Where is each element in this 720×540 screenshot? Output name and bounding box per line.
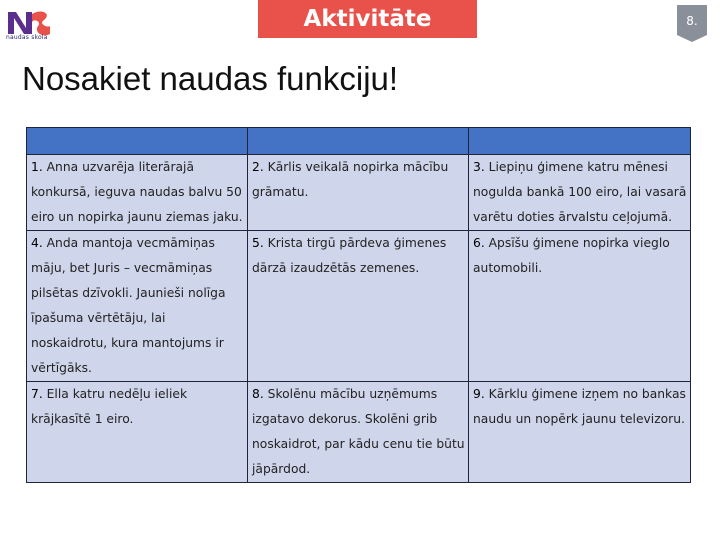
- table-header-cell: [27, 128, 248, 155]
- item-number: 1.: [31, 160, 43, 174]
- page-number-badge: [677, 5, 707, 42]
- table-cell: [248, 155, 469, 231]
- item-text: Anna uzvarēja literārajā konkursā, ieguva naudas balvu 50 eiro un nopirka jaunu ziemas jaku.: [31, 160, 243, 224]
- page-number: 8.: [686, 14, 698, 28]
- table-header-cell: [469, 128, 691, 155]
- task-table: [26, 127, 691, 483]
- item-number: 6.: [473, 236, 485, 250]
- table-cell: [469, 155, 691, 231]
- page-title: Nosakiet naudas funkciju!: [22, 60, 399, 97]
- table-row: [27, 231, 691, 382]
- item-text: Kārlis veikalā nopirka mācību grāmatu.: [252, 160, 449, 199]
- table-cell: [27, 382, 248, 483]
- item-number: 9.: [473, 387, 485, 401]
- item-text: Apsīšu ģimene nopirka vieglo automobili.: [473, 236, 670, 275]
- item-number: 4.: [31, 236, 43, 250]
- item-number: 8.: [252, 387, 264, 401]
- item-text: Liepiņu ģimene katru mēnesi noguldа bankā 100 eiro, lai vasarā varētu doties ārvalstu ceļojumā.: [473, 160, 687, 224]
- item-text: Kārklu ģimene izņem no bankas naudu un nopērk jaunu televizoru.: [473, 387, 686, 426]
- table-cell: [27, 231, 248, 382]
- item-number: 3.: [473, 160, 485, 174]
- table-row: [27, 382, 691, 483]
- table-cell: [469, 382, 691, 483]
- table-header-row: [27, 128, 691, 155]
- table-cell: [469, 231, 691, 382]
- table-row: [27, 155, 691, 231]
- table-cell: [248, 231, 469, 382]
- table-header-cell: [248, 128, 469, 155]
- item-number: 5.: [252, 236, 264, 250]
- item-text: Krista tirgū pārdeva ģimenes dārzā izaudzētās zemenes.: [252, 236, 447, 275]
- item-text: Skolēnu mācību uzņēmums izgatavo dekorus. Skolēni grib noskaidrot, par kādu cenu tie būtu jāpārdod.: [252, 387, 465, 476]
- activity-banner: Aktivitāte: [258, 0, 477, 38]
- table-cell: [248, 382, 469, 483]
- item-text: Ella katru nedēļu ieliek krājkasītē 1 eiro.: [31, 387, 188, 426]
- logo-text: naudas skola: [6, 34, 48, 41]
- table-cell: [27, 155, 248, 231]
- item-number: 2.: [252, 160, 264, 174]
- item-number: 7.: [31, 387, 43, 401]
- item-text: Anda mantoja vecmāmiņas māju, bet Juris – vecmāmiņas pilsētas dzīvokli. Jaunieši nolīga īpašuma vērtētāju, lai noskaidrotu, kura mantojums ir vērtīgāks.: [31, 236, 226, 375]
